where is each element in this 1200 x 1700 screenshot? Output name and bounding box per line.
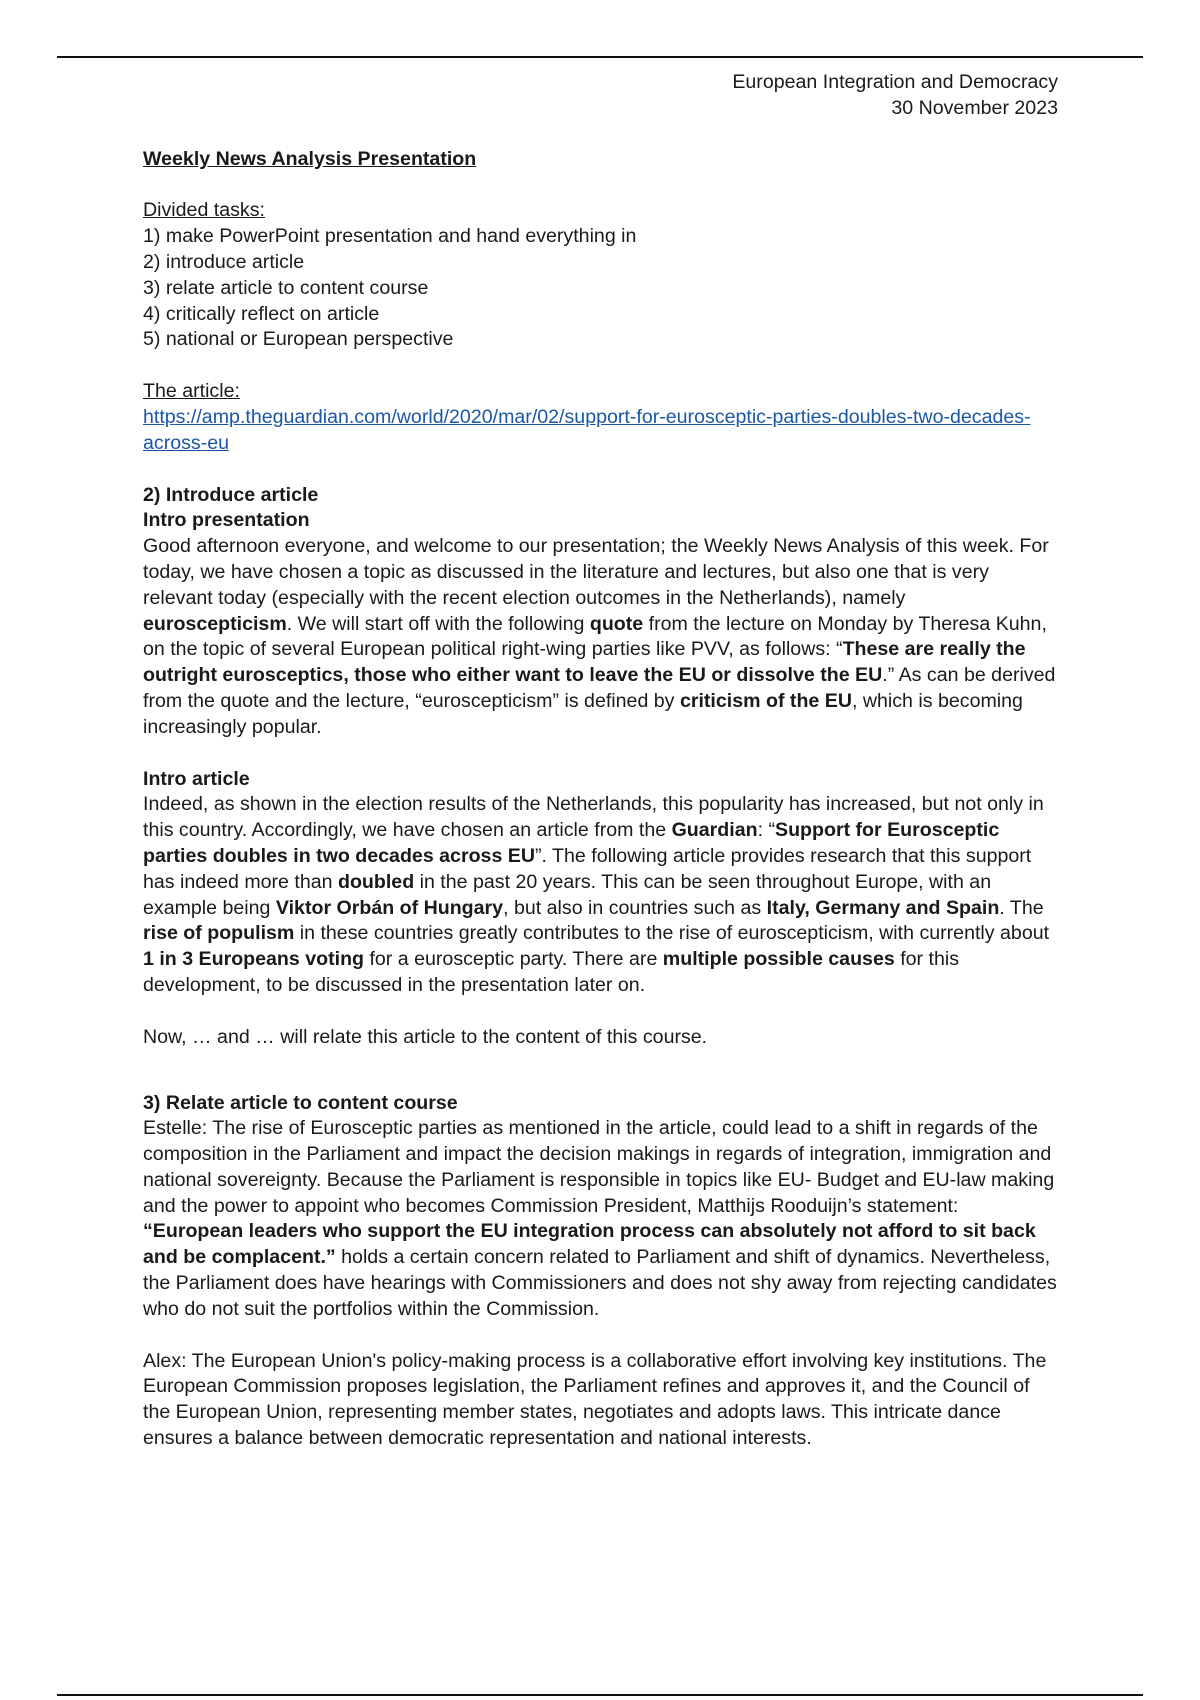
- section-heading: 2) Introduce article: [143, 483, 319, 506]
- list-item: 2) introduce article: [143, 250, 305, 273]
- tasks-list: [143, 224, 1058, 353]
- document-date: 30 November 2023: [891, 96, 1058, 119]
- course-name: European Integration and Democracy: [732, 71, 1058, 93]
- alex-paragraph: Alex: The European Union's policy-making process is a collaborative effort involving key institutions. The European Commission proposes legislation, the Parliament refines and approves it, and the Council of the European Union, representing member states, negotiates and adopts laws. This intricate dance ensures a balance between democratic representation and national interests.: [143, 1349, 1047, 1450]
- article-label: The article:: [143, 380, 240, 403]
- list-item: 1) make PowerPoint presentation and hand everything in: [143, 225, 637, 248]
- list-item: 5) national or European perspective: [143, 328, 454, 351]
- document-title: Weekly News Analysis Presentation: [143, 147, 477, 170]
- estelle-paragraph: Estelle: The rise of Eurosceptic parties as mentioned in the article, could lead to a shift in regards of the composition in the Parliament and impact the decision makings in regards of integration, immigration and national sovereignty. Because the Parliament is responsible in topics like EU- Budget and EU-law making and the power to appoint who becomes Commission President, Matthijs Rooduijn’s statement: “European leaders who support the EU integration process can absolutely not afford to sit back and be complacent.” holds a certain concern related to Parliament and shift of dynamics. Nevertheless, the Parliament does have hearings with Commissioners and does not shy away from rejecting candidates who do not suit the portfolios within the Commission.: [143, 1117, 1057, 1320]
- article-link[interactable]: https://amp.theguardian.com/world/2020/mar/02/support-for-eurosceptic-parties-doubles-two-decades-across-eu: [143, 405, 1031, 454]
- intro-presentation-paragraph: Good afternoon everyone, and welcome to our presentation; the Weekly News Analysis of this week. For today, we have chosen a topic as discussed in the literature and lectures, but also one that is very relevant today (especially with the recent election outcomes in the Netherlands), namely euroscepticism. We will start off with the following quote from the lecture on Monday by Theresa Kuhn, on the topic of several European political right-wing parties like PVV, as follows: “These are really the outright eurosceptics, those who either want to leave the EU or dissolve the EU.” As can be derived from the quote and the lecture, “euroscepticism” is defined by criticism of the EU, which is becoming increasingly popular.: [143, 535, 1056, 738]
- document-header: [143, 70, 1058, 122]
- tasks-label: Divided tasks:: [143, 199, 265, 222]
- bottom-rule: [57, 1694, 1143, 1696]
- section-relate-article: [143, 1091, 1058, 1452]
- subsection-heading: Intro article: [143, 767, 250, 790]
- transition-paragraph: Now, … and … will relate this article to the content of this course.: [143, 1025, 708, 1048]
- subsection-heading: Intro presentation: [143, 509, 310, 532]
- tasks-section: [143, 198, 1058, 353]
- intro-article-paragraph: Indeed, as shown in the election results of the Netherlands, this popularity has increased, but not only in this country. Accordingly, we have chosen an article from the Guardian: “Support for Eurosceptic parties doubles in two decades across EU”. The following article provides research that this support has indeed more than doubled in the past 20 years. This can be seen throughout Europe, with an example being Viktor Orbán of Hungary, but also in countries such as Italy, Germany and Spain. The rise of populism in these countries greatly contributes to the rise of euroscepticism, with currently about 1 in 3 Europeans voting for a eurosceptic party. There are multiple possible causes for this development, to be discussed in the presentation later on.: [143, 793, 1050, 996]
- top-rule: [57, 56, 1143, 58]
- article-section: [143, 379, 1058, 456]
- list-item: 3) relate article to content course: [143, 276, 429, 299]
- section-heading: 3) Relate article to content course: [143, 1091, 458, 1114]
- document-page: [143, 70, 1058, 1452]
- section-introduce-article: [143, 483, 1058, 1051]
- list-item: 4) critically reflect on article: [143, 302, 380, 325]
